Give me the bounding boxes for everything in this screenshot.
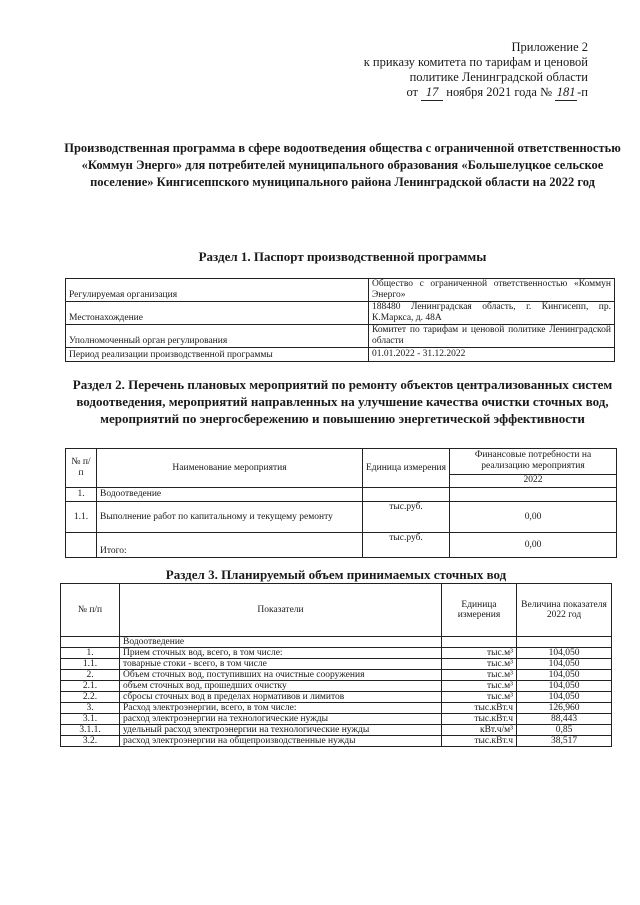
row-value: 0,00 <box>450 502 617 533</box>
row-unit: тыс.кВт.ч <box>442 703 517 714</box>
wastewater-table <box>60 583 612 747</box>
row-value: 104,050 <box>517 670 612 681</box>
document-title: Производственная программа в сфере водоотведения общества с ограниченной ответственностью «Коммун Энерго» для потребителей муниципального образования «Большелуцкое сельское поселение» Кингисеппского муниципального района Ленинградской области на 2022 год <box>64 141 621 189</box>
table-row <box>61 736 612 747</box>
date-prefix: от <box>406 85 419 99</box>
row-name: Прием сточных вод, всего, в том числе: <box>120 648 442 659</box>
order-number: 181 <box>556 85 576 99</box>
row-name: расход электроэнергии на технологические нужды <box>120 714 442 725</box>
row-unit: тыс.м³ <box>442 692 517 703</box>
table-row <box>66 348 615 362</box>
header-unit: Единица измерения <box>442 584 517 637</box>
row-unit: тыс.руб. <box>363 533 450 558</box>
row-value: 104,050 <box>517 681 612 692</box>
row-num: 3. <box>61 703 120 714</box>
row-value: 126,960 <box>517 703 612 714</box>
passport-key: Период реализации производственной программы <box>66 348 369 362</box>
row-num: 3.1.1. <box>61 725 120 736</box>
table-row <box>61 648 612 659</box>
row-name: удельный расход электроэнергии на технологические нужды <box>120 725 442 736</box>
table-row <box>66 279 615 302</box>
table-row <box>61 659 612 670</box>
table-row <box>61 681 612 692</box>
header-num: № п/п <box>66 449 97 488</box>
row-value: 38,517 <box>517 736 612 747</box>
passport-key: Уполномоченный орган регулирования <box>66 325 369 348</box>
row-value: 0,00 <box>450 533 617 558</box>
table-row <box>66 488 617 502</box>
row-value: 104,050 <box>517 659 612 670</box>
row-value: 104,050 <box>517 648 612 659</box>
row-num: 2.2. <box>61 692 120 703</box>
row-name: сбросы сточных вод в пределах нормативов и лимитов <box>120 692 442 703</box>
row-value <box>517 637 612 648</box>
row-name: товарные стоки - всего, в том числе <box>120 659 442 670</box>
header-name: Показатели <box>120 584 442 637</box>
passport-value: 01.01.2022 - 31.12.2022 <box>369 348 615 362</box>
table-row <box>61 692 612 703</box>
table-row <box>66 302 615 325</box>
appendix-order-ref: к приказу комитета по тарифам и ценовой <box>363 55 588 69</box>
row-num: 3.2. <box>61 736 120 747</box>
row-num <box>66 533 97 558</box>
header-year: 2022 <box>450 474 617 487</box>
table-row <box>66 325 615 348</box>
row-name: Выполнение работ по капитальному и текущему ремонту <box>97 502 363 533</box>
appendix-committee: политике Ленинградской области <box>409 70 588 84</box>
row-num <box>61 637 120 648</box>
row-value: 0,85 <box>517 725 612 736</box>
measures-table <box>65 448 617 558</box>
table-row <box>61 637 612 648</box>
header-num: № п/п <box>61 584 120 637</box>
row-num: 1. <box>66 488 97 502</box>
row-unit <box>442 637 517 648</box>
row-unit: тыс.кВт.ч <box>442 736 517 747</box>
passport-value: Общество с ограниченной ответственностью «Коммун Энерго» <box>369 279 615 302</box>
header-name: Наименование мероприятия <box>97 449 363 488</box>
order-day: 17 <box>421 85 443 101</box>
table-header-row <box>66 449 617 475</box>
row-name: расход электроэнергии на общепроизводственные нужды <box>120 736 442 747</box>
date-middle: ноября 2021 года № <box>446 85 553 99</box>
table-row <box>61 670 612 681</box>
appendix-date-line <box>328 85 588 101</box>
row-value <box>450 488 617 502</box>
table-row <box>61 725 612 736</box>
row-name: Объем сточных вод, поступивших на очистные сооружения <box>120 670 442 681</box>
row-unit: тыс.кВт.ч <box>442 714 517 725</box>
section3-heading: Раздел 3. Планируемый объем принимаемых сточных вод <box>165 567 507 582</box>
table-row <box>61 714 612 725</box>
row-unit <box>363 488 450 502</box>
row-value: 104,050 <box>517 692 612 703</box>
row-unit: тыс.руб. <box>363 502 450 533</box>
section1-heading: Раздел 1. Паспорт производственной программы <box>198 249 487 264</box>
row-unit: кВт.ч/м³ <box>442 725 517 736</box>
table-row <box>66 502 617 533</box>
section2-heading: Раздел 2. Перечень плановых мероприятий по ремонту объектов централизованных систем водоотведения, мероприятий направленных на улучшение качества очистки сточных вод, мероприятий по энергосбережению и повышению энергетической эффективности <box>72 377 613 426</box>
row-num: 1. <box>61 648 120 659</box>
passport-key: Регулируемая организация <box>66 279 369 302</box>
row-num: 2. <box>61 670 120 681</box>
appendix-header <box>328 40 588 101</box>
row-name: объем сточных вод, прошедших очистку <box>120 681 442 692</box>
row-value: 88,443 <box>517 714 612 725</box>
header-finance: Финансовые потребности на реализацию мероприятия <box>450 449 617 475</box>
row-num: 3.1. <box>61 714 120 725</box>
passport-table <box>65 278 615 362</box>
row-unit: тыс.м³ <box>442 659 517 670</box>
row-num: 2.1. <box>61 681 120 692</box>
row-unit: тыс.м³ <box>442 681 517 692</box>
row-name: Итого: <box>97 533 363 558</box>
table-row <box>66 533 617 558</box>
date-suffix: -п <box>577 85 588 99</box>
passport-value: Комитет по тарифам и ценовой политике Ленинградской области <box>369 325 615 348</box>
row-name: Водоотведение <box>97 488 363 502</box>
row-name: Расход электроэнергии, всего, в том числе: <box>120 703 442 714</box>
header-value: Величина показателя 2022 год <box>517 584 612 637</box>
row-unit: тыс.м³ <box>442 670 517 681</box>
passport-key: Местонахождение <box>66 302 369 325</box>
table-row <box>61 703 612 714</box>
row-num: 1.1. <box>61 659 120 670</box>
passport-value: 188480 Ленинградская область, г. Кингисепп, пр. К.Маркса, д. 48А <box>369 302 615 325</box>
row-num: 1.1. <box>66 502 97 533</box>
appendix-label: Приложение 2 <box>511 40 588 54</box>
table-header-row <box>61 584 612 637</box>
header-unit: Единица измерения <box>363 449 450 488</box>
row-name: Водоотведение <box>120 637 442 648</box>
row-unit: тыс.м³ <box>442 648 517 659</box>
